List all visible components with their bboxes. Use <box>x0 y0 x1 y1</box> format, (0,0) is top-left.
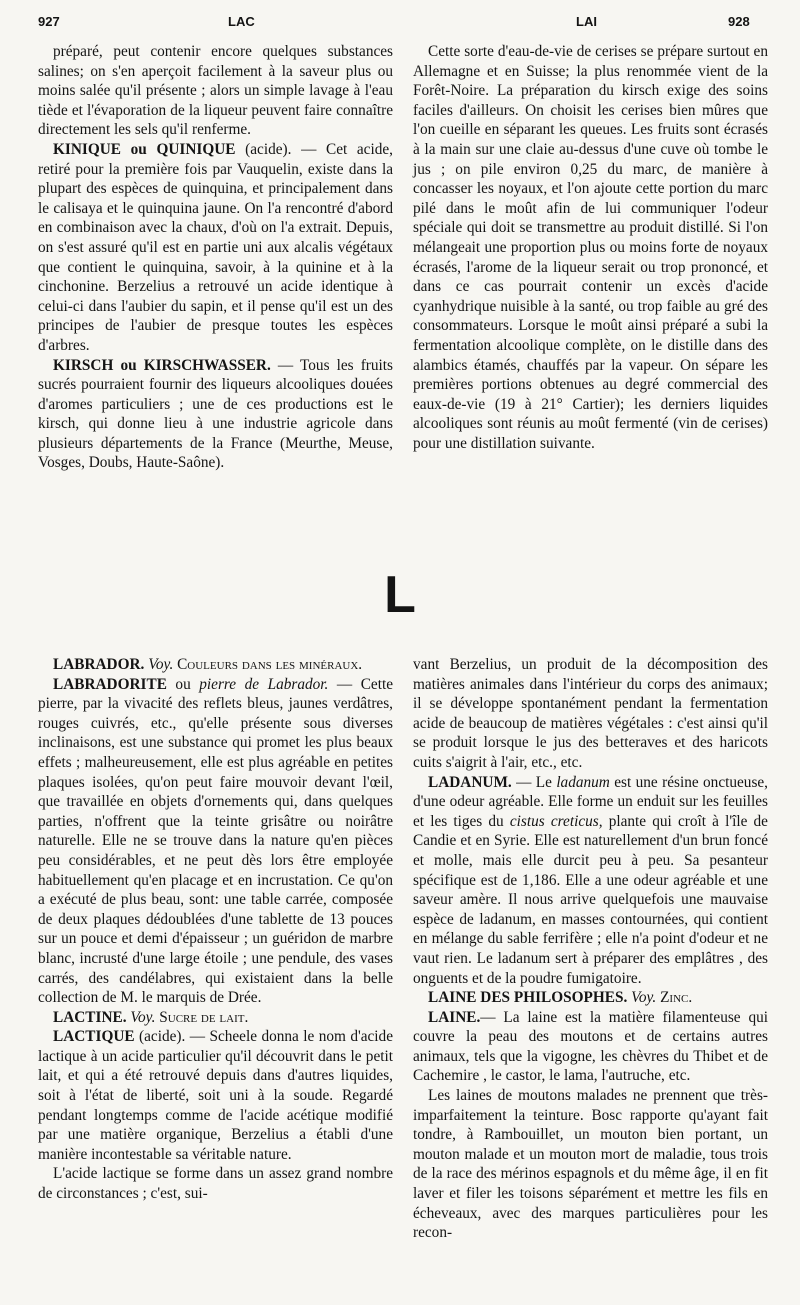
body-text: Les laines de moutons malades ne prennent que très-imparfaitement la teinture. Bosc rapporte qu'ayant fait tondre, à Rambouillet, un mouton bien portant, un mouton malade et un mouton mort de maladie, tous trois de la race des mérinos espagnols et du même âge, il en fit laver et filer les toisons séparément et mettre les fils en écheveaux, avec des marques particulières pour les recon- <box>413 1087 768 1242</box>
column-right-bottom <box>413 655 768 1243</box>
italic-text: pierre de Labrador. <box>199 675 329 693</box>
paragraph <box>38 140 393 356</box>
paragraph <box>413 1086 768 1243</box>
cross-reference: Sucre de lait. <box>159 1008 249 1026</box>
paragraph <box>38 1027 393 1164</box>
paragraph <box>38 356 393 474</box>
paragraph <box>38 1008 393 1028</box>
body-text: Cette sorte d'eau-de-vie de cerises se prépare surtout en Allemagne et en Suisse; la plus renommée vient de la Forêt-Noire. La préparation du kirsch exige des soins faciles d'ailleurs. On choisit les cerises bien mûres que l'on cueille en séparant les queues. Les fruits sont écrasés à la main sur une claie au-dessus d'une cuve où tombe le jus ; on pile environ 0,25 du marc, de manière à concasser les noyaux, et l'on ajoute cette portion du marc pilé dans le moût afin de lui communiquer l'odeur spéciale qui doit se transmettre au produit distillé. Si l'on mélangeait une proportion plus ou moins forte de noyaux écrasés, l'arome de la liqueur serait ou trop prononcé, et dans ce cas pourrait contenir un excès d'acide cyanhydrique nuisible à la santé, ou trop faible au gré des consommateurs. Lorsque le moût ainsi préparé a subi la fermentation alcoolique complète, on le distille dans des alambics étamés, chauffés par la vapeur. On sépare les premières portions obtenues au degré commercial des eaux-de-vie (19 à 21° Cartier); les derniers liquides alcooliques sont réunis au moût fermenté (vin de cerises) pour une distillation suivante. <box>413 43 768 452</box>
entry-term: LACTINE. <box>53 1008 127 1026</box>
entry-term: LADANUM. <box>428 773 512 791</box>
see-also: Voy. <box>627 989 661 1007</box>
paragraph <box>413 988 768 1008</box>
italic-text: cistus creticus, <box>509 812 603 830</box>
section-letter: L <box>384 566 416 624</box>
body-text: — Cette pierre, par la vivacité des reflets bleus, jaunes verdâtres, rouges cuivrés, etc., qu'elle présente sous diverses inclinaisons, est une substance qui promet les plus beaux effets ; malheureusement, elle est plus agréable en petites plaques isolées, qu'on peut faire mouvoir devant l'œil, que travaillée en objets d'ornements qui, dans quelques parties, n'offrent que la teinte grisâtre ou noirâtre naturelle. Elle ne se trouve dans la nature qu'en pièces peu considérables, et ne peut dès lors être employée habituellement qu'en placage et en incrustation. Ce qu'on a exécuté de plus beau, sont: une table carrée, composée de deux plaques dédoublées d'une tablette de 13 pouces sur un pouce et demi d'épaisseur ; un guéridon de marbre blanc, incrusté d'une large étoile ; une pendule, des vases carrés, des candélabres, qui existaient dans la belle collection de M. le marquis de Drée. <box>38 675 393 1007</box>
page-number-left: 927 <box>38 14 60 29</box>
see-also: Voy. <box>144 656 178 673</box>
page-number-right: 928 <box>728 14 750 29</box>
paragraph <box>38 655 393 675</box>
body-text: est une résine onctueuse, d'une odeur agréable. Elle forme un enduit sur les feuilles et les tiges du <box>413 773 769 830</box>
entry-term: KINIQUE ou QUINIQUE <box>53 140 236 158</box>
column-left-top <box>38 42 393 473</box>
body-text: (acide). — Scheele donna le nom d'acide lactique à un acide particulier qu'il découvrit dans le petit lait, et qui a été retrouvé depuis dans d'autres liquides, soit à l'état de liberté, soit uni à la soude. Regardé pendant longtemps comme de l'acide acétique modifié par une matière organique, Berzelius a établi d'une manière incontestable sa véritable nature. <box>38 1028 393 1163</box>
paragraph <box>413 773 768 989</box>
italic-text: ladanum <box>556 773 610 791</box>
page-header <box>0 14 800 36</box>
paragraph <box>38 675 393 1008</box>
paragraph <box>38 1164 393 1203</box>
column-left-bottom <box>38 655 393 1204</box>
see-also: Voy. <box>126 1008 160 1026</box>
paragraph <box>413 655 768 773</box>
running-head-right: LAI <box>576 14 597 29</box>
body-text: plante qui croît à l'île de Candie et en Syrie. Elle est naturellement d'un brun foncé et molle, mais elle durcit peu à peu. Sa pesanteur spécifique est de 1,186. Elle a une odeur agréable et une saveur amère. Il nous arrive quelquefois une mauvaise espèce de ladanum, en masses contournées, qui contient en mélange du sable ferrifère ; elle n'a point d'odeur et ne vaut rien. Le ladanum sert à préparer des emplâtres , des onguents et de la poudre fumigatoire. <box>413 812 768 987</box>
paragraph <box>413 1008 768 1086</box>
paragraph <box>38 42 393 140</box>
body-text: — Tous les fruits sucrés pourraient fournir des liqueurs alcooliques douées d'aromes particuliers ; une de ces productions est le kirsch, qui donne lieu à une industrie agricole dans plusieurs départements de la France (Meurthe, Meuse, Vosges, Doubs, Haute-Saône). <box>38 356 394 472</box>
cross-reference: Zinc. <box>660 989 693 1007</box>
body-text: (acide). — Cet acide, retiré pour la première fois par Vauquelin, existe dans la plupart des espèces de quinquina, et principalement dans le calisaya et le quinquina jaune. On l'a rencontré d'abord en combinaison avec la chaux, d'où on l'a extrait. Depuis, on s'est assuré qu'il est en partie uni aux alcalis végétaux que contient le quinquina, savoir, à la quinine et à la cinchonine. Berzelius a retrouvé un acide identique à celui-ci dans l'aubier du sapin, et il pense qu'il est un des principes de l'aubier de presque toutes les espèces d'arbres. <box>38 140 393 354</box>
body-text: vant Berzelius, un produit de la décomposition des matières animales dans l'intérieur du corps des animaux; il se développe spontanément pendant la fermentation acide de beaucoup de matières végétales : c'est ainsi qu'il se produit lorsque le jus des betteraves et des haricots cuits s'aigrit à l'air, etc., etc. <box>413 656 768 771</box>
entry-term: LAINE. <box>428 1008 481 1026</box>
cross-reference: Couleurs dans les minéraux. <box>177 656 363 673</box>
running-head-left: LAC <box>228 14 255 29</box>
entry-term: LABRADOR. <box>53 656 145 673</box>
body-text: ou <box>166 675 200 693</box>
entry-term: LABRADORITE <box>53 675 167 693</box>
body-text: L'acide lactique se forme dans un assez grand nombre de circonstances ; c'est, sui- <box>38 1165 393 1203</box>
entry-term: LAINE DES PHILOSOPHES. <box>428 989 628 1007</box>
body-text: — La laine est la matière filamenteuse qui couvre la peau des moutons et de certains autres animaux, tels que la vigogne, les chèvres du Thibet et de Cachemire , le castor, le lama, l'autruche, etc. <box>413 1008 768 1085</box>
entry-term: KIRSCH ou KIRSCHWASSER. <box>53 356 271 374</box>
body-text: — Le <box>511 773 557 791</box>
body-text: préparé, peut contenir encore quelques substances salines; on s'en aperçoit facilement à la saveur plus ou moins salée qu'il présente ; alors un simple lavage à l'eau tiède et l'évaporation de la liqueur peuvent faire connaître directement les sels qu'il renferme. <box>38 43 393 139</box>
column-right-top <box>413 42 768 453</box>
paragraph <box>413 42 768 453</box>
entry-term: LACTIQUE <box>53 1028 135 1046</box>
